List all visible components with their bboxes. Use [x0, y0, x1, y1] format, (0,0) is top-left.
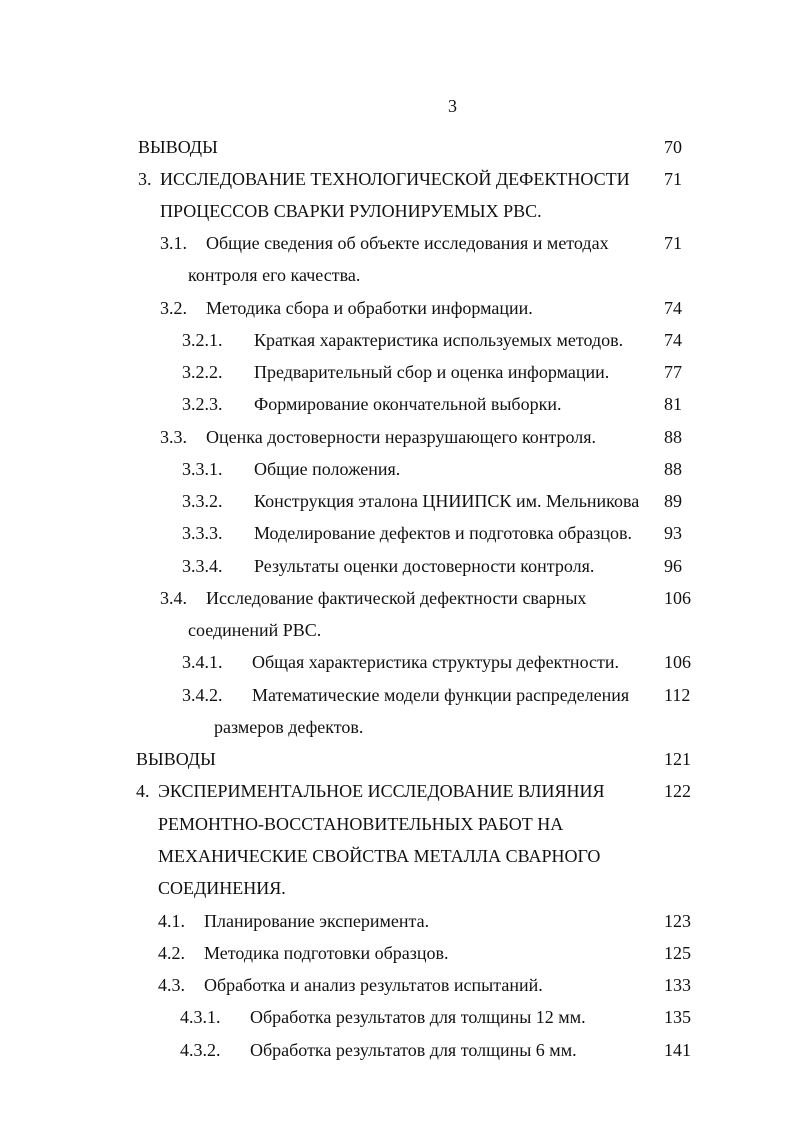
toc-entry-title-continued: МЕХАНИЧЕСКИЕ СВОЙСТВА МЕТАЛЛА СВАРНОГО	[158, 846, 601, 866]
toc-entry-title: Общая характеристика структуры дефектности.	[252, 652, 620, 672]
toc-entry-title: ВЫВОДЫ	[138, 137, 218, 157]
toc-entry-title: Методика сбора и обработки информации.	[206, 298, 533, 318]
toc-entry-title-continued: размеров дефектов.	[214, 717, 364, 737]
toc-entry-number: 3.3.1.	[182, 459, 223, 479]
toc-entry-page: 88	[664, 427, 682, 447]
toc-entry-page: 141	[664, 1040, 691, 1060]
toc-entry-number: 3.4.1.	[182, 652, 223, 672]
toc-entry-title: ИССЛЕДОВАНИЕ ТЕХНОЛОГИЧЕСКОЙ ДЕФЕКТНОСТИ	[160, 169, 630, 189]
toc-entry-number: 3.2.3.	[182, 394, 223, 414]
toc-entry-number: 4.2.	[158, 943, 185, 963]
toc-entry-title-continued: СОЕДИНЕНИЯ.	[158, 878, 286, 898]
toc-entry-title: Общие положения.	[254, 459, 401, 479]
toc-entry-page: 88	[664, 459, 682, 479]
toc-entry-title: ЭКСПЕРИМЕНТАЛЬНОЕ ИССЛЕДОВАНИЕ ВЛИЯНИЯ	[158, 781, 605, 801]
toc-entry-page: 106	[664, 588, 691, 608]
toc-entry-page: 70	[664, 137, 682, 157]
toc-entry-title: Конструкция эталона ЦНИИПСК им. Мельникова	[254, 491, 640, 511]
toc-entry-page: 74	[664, 298, 682, 318]
toc-entry-number: 4.3.1.	[180, 1007, 221, 1027]
toc-entry-page: 96	[664, 556, 682, 576]
toc-entry-number: 4.3.	[158, 975, 185, 995]
toc-entry-page: 93	[664, 523, 682, 543]
toc-entry-page: 125	[664, 943, 691, 963]
toc-entry-number: 3.4.2.	[182, 685, 223, 705]
toc-entry-page: 121	[664, 749, 691, 769]
toc-entry-title-continued: РЕМОНТНО-ВОССТАНОВИТЕЛЬНЫХ РАБОТ НА	[158, 814, 564, 834]
toc-entry-title: Планирование эксперимента.	[204, 911, 430, 931]
toc-entry-title: Математические модели функции распределения	[252, 685, 630, 705]
toc-entry-number: 3.2.1.	[182, 330, 223, 350]
toc-entry-title-continued: контроля его качества.	[188, 265, 361, 285]
toc-entry-number: 3.	[138, 169, 152, 189]
toc-entry-title: Предварительный сбор и оценка информации.	[254, 362, 610, 382]
toc-entry-title: Исследование фактической дефектности сварных	[206, 588, 587, 608]
toc-entry-title: Обработка и анализ результатов испытаний.	[204, 975, 543, 995]
toc-entry-title: Моделирование дефектов и подготовка образцов.	[254, 523, 633, 543]
toc-entry-title: Краткая характеристика используемых методов.	[254, 330, 624, 350]
toc-entry-page: 77	[664, 362, 682, 382]
toc-entry-title: Обработка результатов для толщины 6 мм.	[250, 1040, 577, 1060]
toc-entry-page: 122	[664, 781, 691, 801]
toc-entry-page: 81	[664, 394, 682, 414]
toc-entry-number: 3.3.	[160, 427, 187, 447]
toc-entry-number: 3.2.2.	[182, 362, 223, 382]
page-number: 3	[448, 96, 457, 116]
toc-entry-title-continued: соединений РВС.	[188, 620, 322, 640]
toc-entry-page: 89	[664, 491, 682, 511]
toc-entry-title: ВЫВОДЫ	[136, 749, 216, 769]
toc-entry-page: 135	[664, 1007, 691, 1027]
toc-entry-number: 3.3.2.	[182, 491, 223, 511]
toc-entry-page: 74	[664, 330, 682, 350]
toc-entry-title: Обработка результатов для толщины 12 мм.	[250, 1007, 586, 1027]
toc-entry-page: 112	[664, 685, 691, 705]
toc-entry-page: 133	[664, 975, 691, 995]
toc-entry-title: Методика подготовки образцов.	[204, 943, 449, 963]
toc-entry-number: 4.	[136, 781, 150, 801]
toc-entry-page: 123	[664, 911, 691, 931]
toc-entry-title: Результаты оценки достоверности контроля.	[254, 556, 595, 576]
toc-entry-number: 3.2.	[160, 298, 187, 318]
toc-entry-number: 4.3.2.	[180, 1040, 221, 1060]
toc-entry-title: Формирование окончательной выборки.	[254, 394, 562, 414]
toc-entry-page: 71	[664, 169, 682, 189]
toc-entry-number: 3.3.3.	[182, 523, 223, 543]
toc-entry-number: 3.1.	[160, 233, 187, 253]
toc-entry-title: Общие сведения об объекте исследования и методах	[206, 233, 609, 253]
toc-entry-title: Оценка достоверности неразрушающего контроля.	[206, 427, 597, 447]
toc-entry-page: 71	[664, 233, 682, 253]
toc-entry-page: 106	[664, 652, 691, 672]
toc-entry-number: 4.1.	[158, 911, 185, 931]
toc-entry-title-continued: ПРОЦЕССОВ СВАРКИ РУЛОНИРУЕМЫХ РВС.	[160, 201, 542, 221]
toc-entry-number: 3.3.4.	[182, 556, 223, 576]
toc-entry-number: 3.4.	[160, 588, 187, 608]
